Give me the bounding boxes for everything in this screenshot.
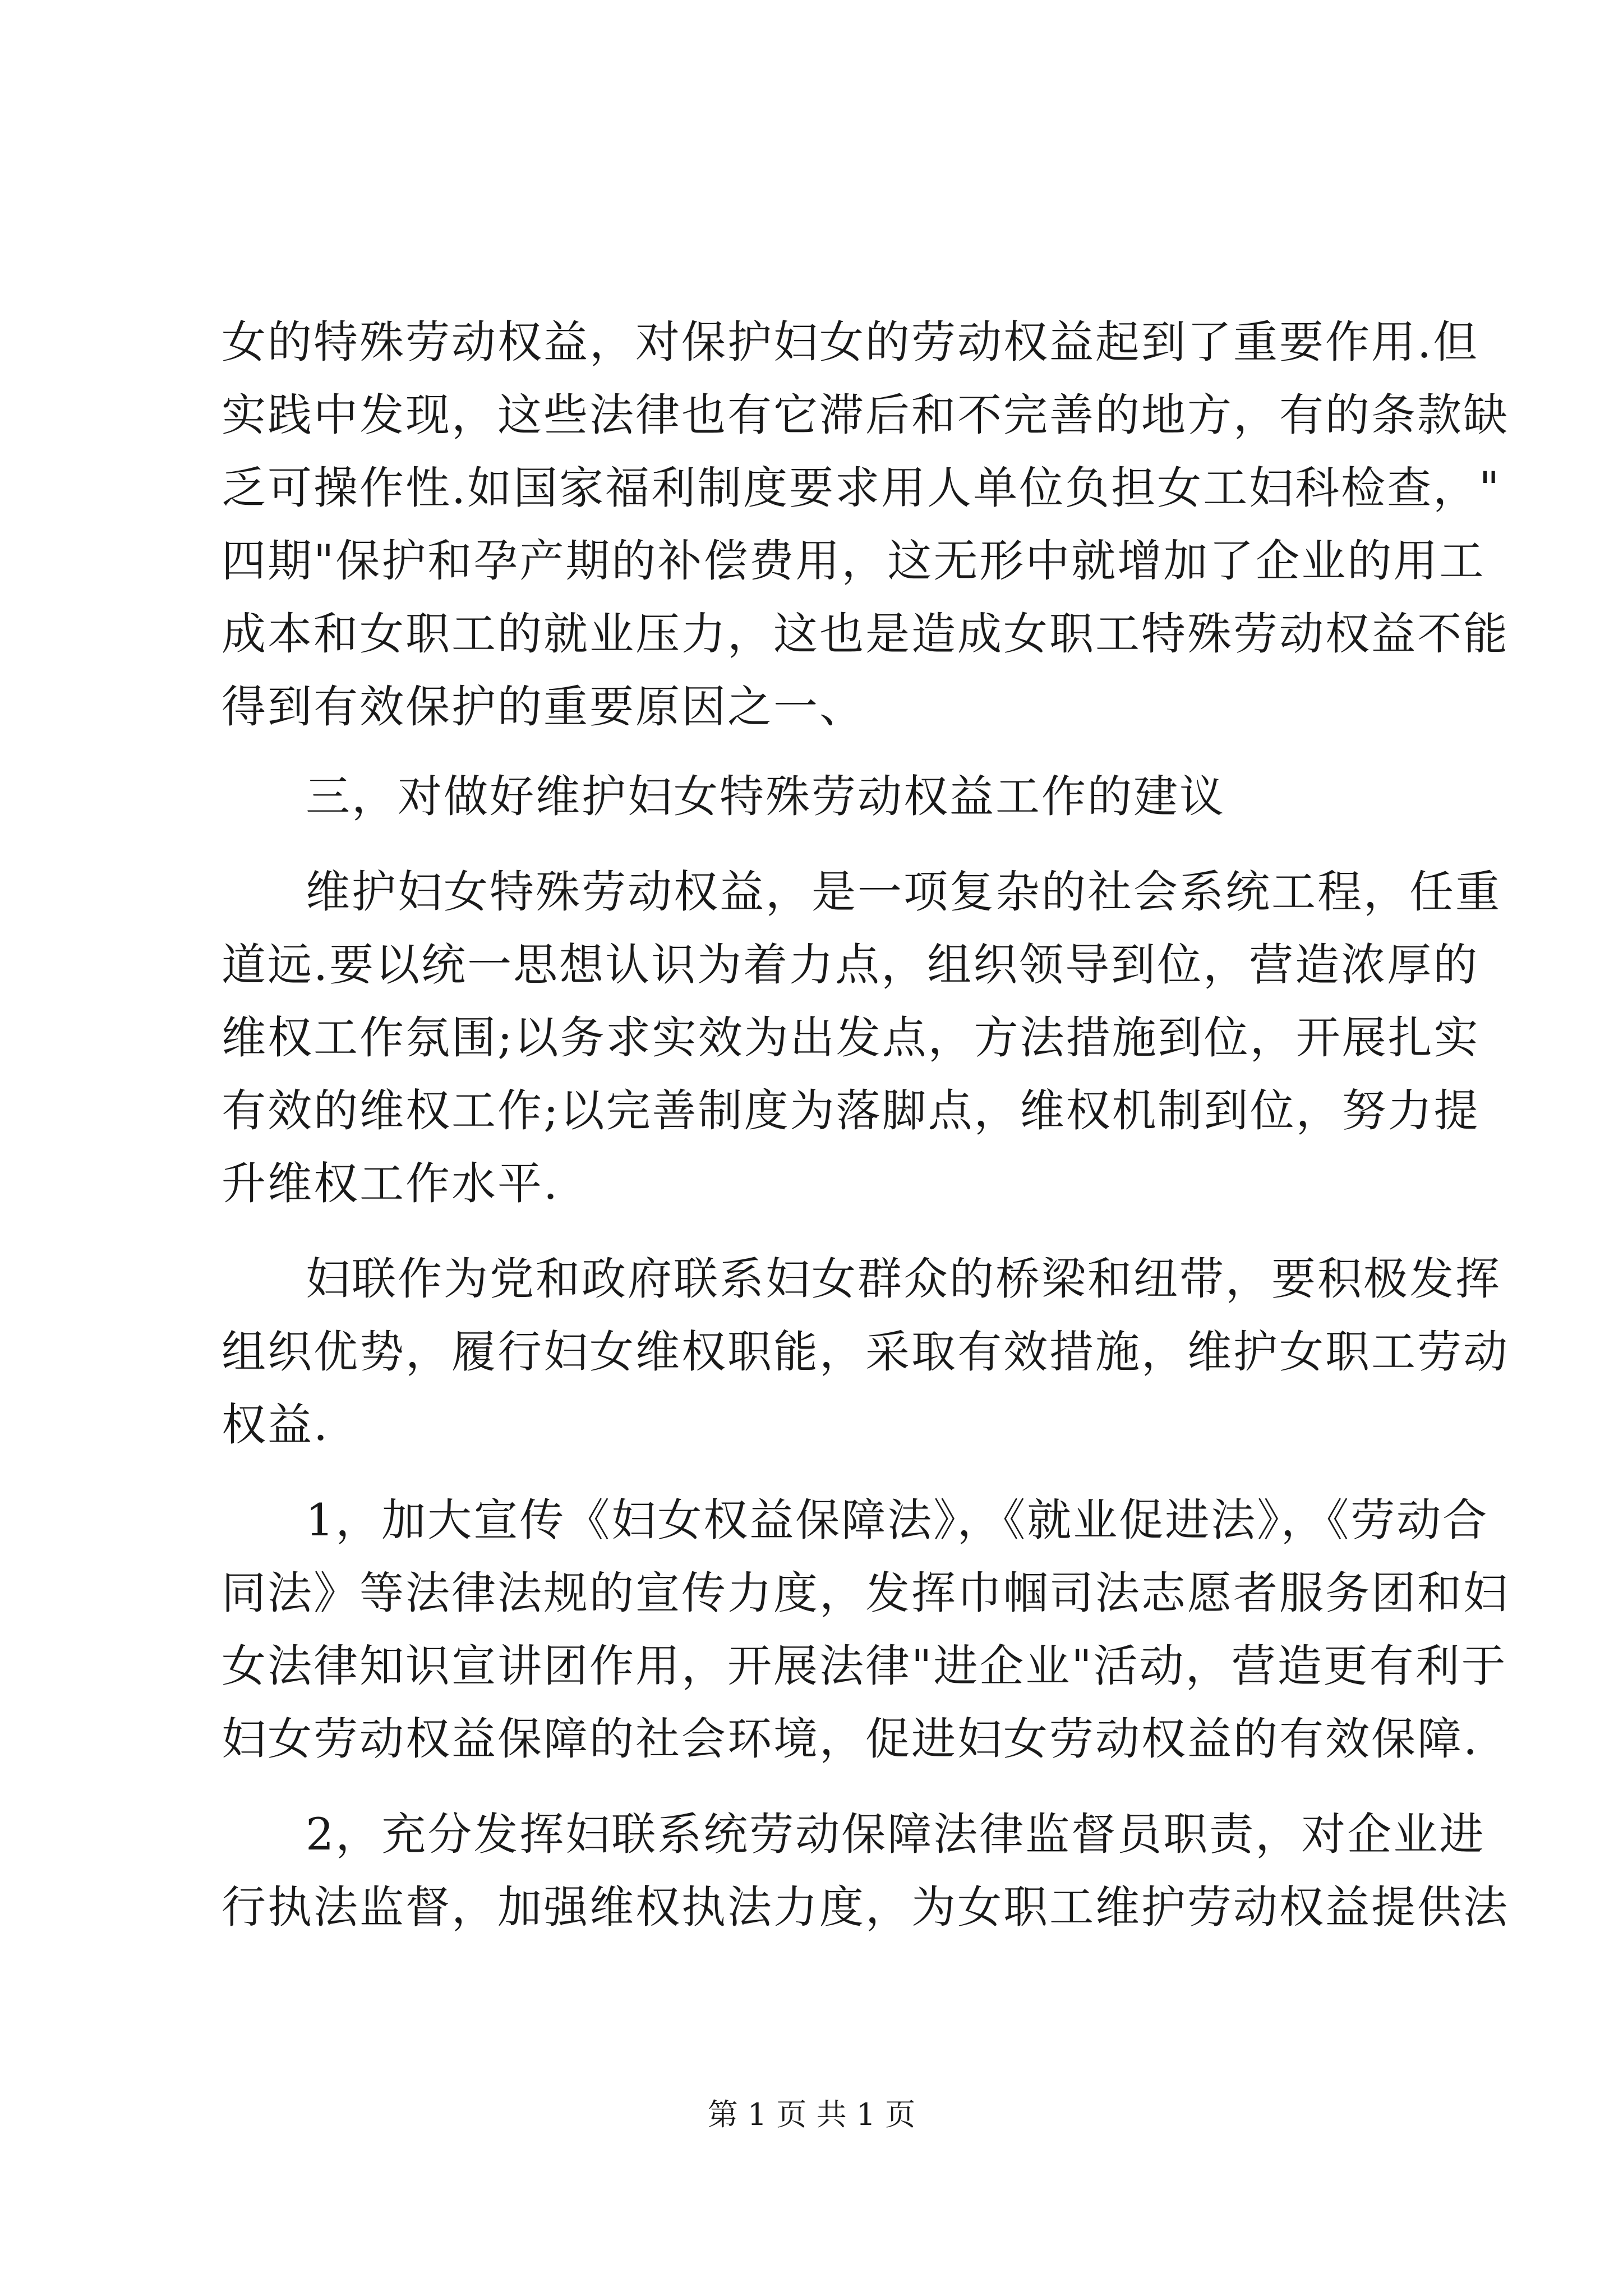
text-line: 成本和女职工的就业压力，这也是造成女职工特殊劳动权益不能 (222, 608, 1509, 660)
text-line: 权益. (222, 1399, 330, 1451)
text-line: 女的特殊劳动权益，对保护妇女的劳动权益起到了重要作用.但 (222, 316, 1479, 368)
text-line: 有效的维权工作;以完善制度为落脚点，维权机制到位，努力提 (222, 1085, 1480, 1137)
list-item: 2，充分发挥妇联系统劳动保障法律监督员职责，对企业进 (306, 1809, 1486, 1860)
text-line: 组织优势，履行妇女维权职能，采取有效措施，维护女职工劳动 (222, 1326, 1509, 1378)
text-line: 维护妇女特殊劳动权益，是一项复杂的社会系统工程，任重 (306, 866, 1501, 918)
page-footer: 第 1 页 共 1 页 (707, 2097, 916, 2132)
text-line: 妇联作为党和政府联系妇女群众的桥梁和纽带，要积极发挥 (306, 1253, 1501, 1305)
list-item: 1，加大宣传《妇女权益保障法》，《就业促进法》，《劳动合 (306, 1494, 1489, 1546)
text-line: 道远.要以统一思想认识为着力点，组织领导到位，营造浓厚的 (222, 939, 1479, 991)
text-line: 乏可操作性.如国家福利制度要求用人单位负担女工妇科检查，" (222, 462, 1501, 514)
text-line: 升维权工作水平. (222, 1158, 560, 1209)
text-line: 四期"保护和孕产期的补偿费用，这无形中就增加了企业的用工 (222, 535, 1486, 587)
text-line: 行执法监督，加强维权执法力度，为女职工维护劳动权益提供法 (222, 1881, 1509, 1933)
text-line: 得到有效保护的重要原因之一、 (222, 681, 865, 733)
text-line: 维权工作氛围;以务求实效为出发点，方法措施到位，开展扎实 (222, 1012, 1480, 1064)
text-line: 女法律知识宣讲团作用，开展法律"进企业"活动，营造更有利于 (222, 1640, 1507, 1692)
text-line: 妇女劳动权益保障的社会环境，促进妇女劳动权益的有效保障. (222, 1713, 1479, 1765)
text-line: 同法》等法律法规的宣传力度，发挥巾帼司法志愿者服务团和妇 (222, 1567, 1509, 1619)
text-line: 实践中发现，这些法律也有它滞后和不完善的地方，有的条款缺 (222, 389, 1509, 441)
section-heading: 三，对做好维护妇女特殊劳动权益工作的建议 (306, 771, 1225, 822)
